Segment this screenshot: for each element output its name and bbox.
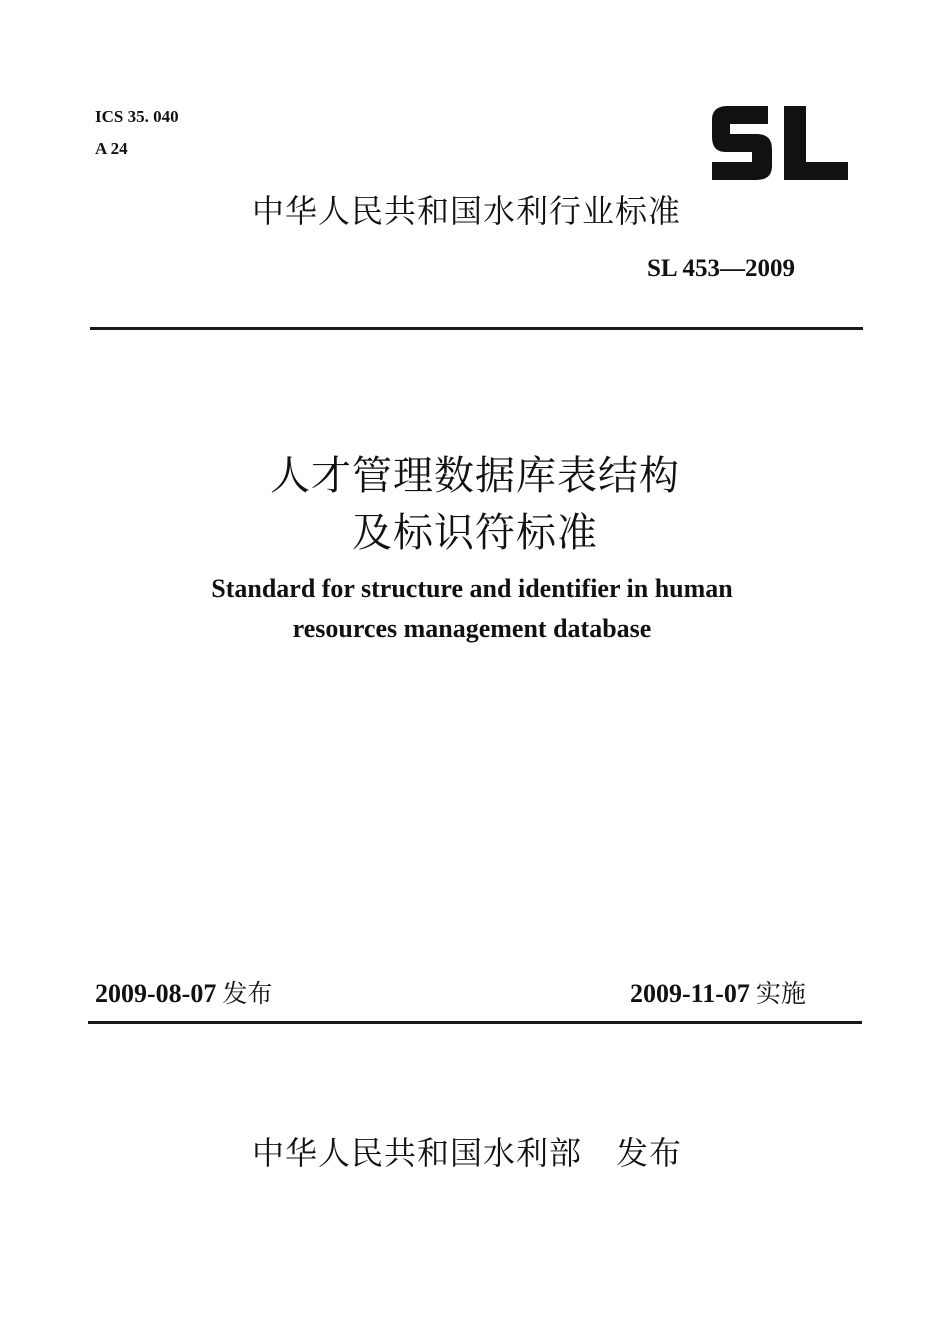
industry-standard-title: 中华人民共和国水利行业标准 [252, 192, 682, 230]
issue-label: 发布 [222, 979, 273, 1008]
issue-date-block [95, 974, 272, 1010]
ics-code: ICS 35. 040 [95, 107, 179, 126]
publish-label: 发布 [616, 1134, 683, 1172]
publisher-line [252, 1128, 682, 1174]
footer-divider [88, 1021, 862, 1024]
publisher-name: 中华人民共和国水利部 [252, 1134, 583, 1172]
issue-date: 2009-08-07 [95, 979, 217, 1008]
title-english-line-1: Standard for structure and identifier in human [211, 574, 733, 603]
classification-code: A 24 [95, 139, 128, 158]
sl-logo [706, 100, 852, 186]
header-divider [90, 327, 863, 330]
effective-label: 实施 [755, 979, 806, 1008]
title-chinese-line-2: 及标识符标准 [352, 510, 598, 556]
standard-number: SL 453—2009 [647, 255, 795, 282]
effective-date: 2009-11-07 [630, 979, 750, 1008]
title-english-line-2: resources management database [292, 614, 652, 643]
effective-date-block [630, 974, 806, 1010]
title-chinese-line-1: 人才管理数据库表结构 [270, 453, 680, 499]
